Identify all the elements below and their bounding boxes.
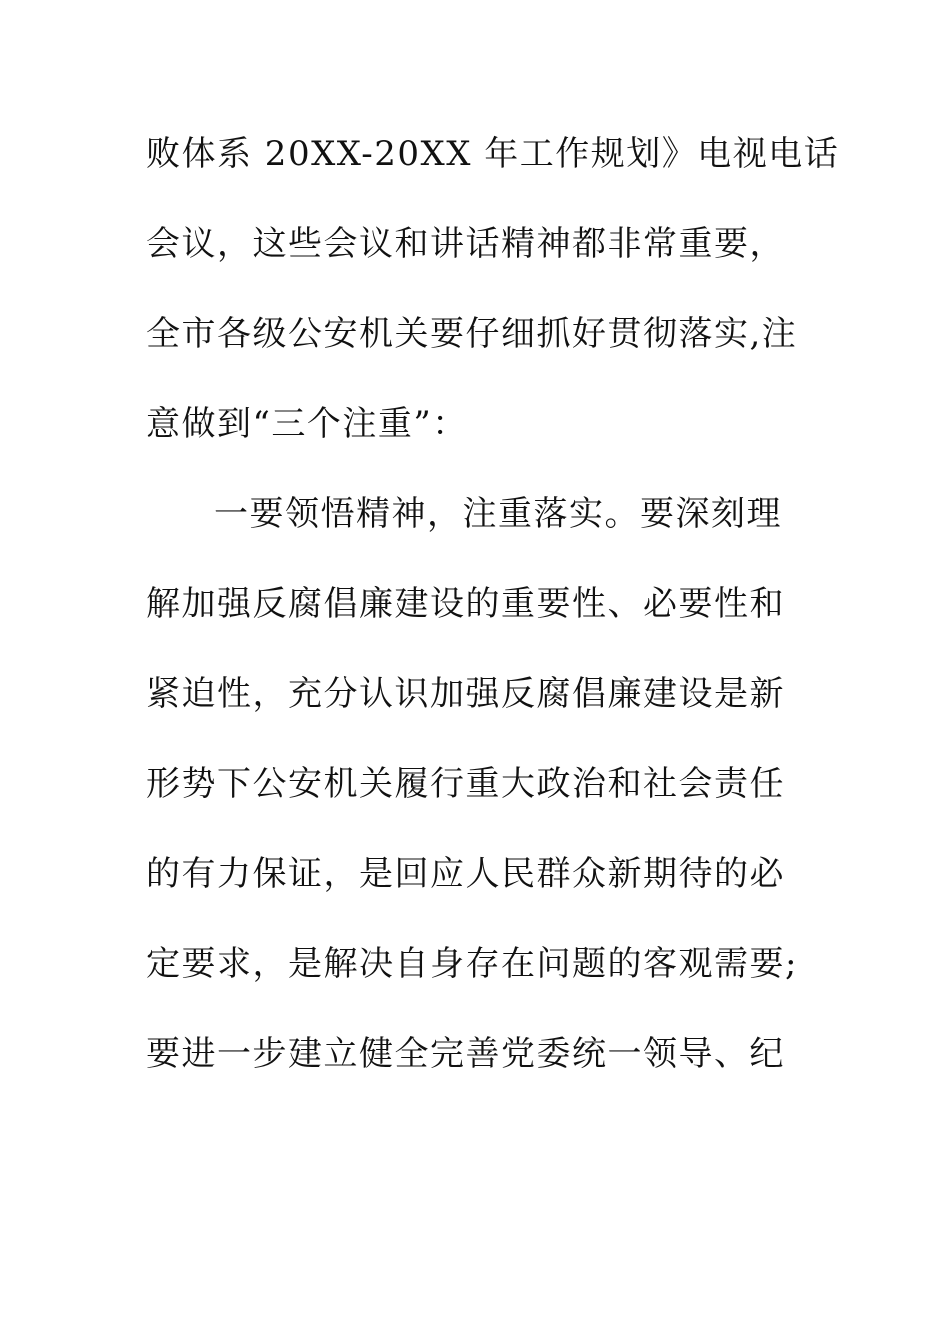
text-line: 定要求，是解决自身存在问题的客观需要;: [146, 944, 798, 984]
body-text: [146, 125, 840, 1115]
text-line: 败体系 20XX-20XX 年工作规划》电视电话: [146, 134, 840, 174]
text-line: 解加强反腐倡廉建设的重要性、必要性和: [146, 584, 785, 624]
text-line: 的有力保证，是回应人民群众新期待的必: [146, 854, 785, 894]
text-line: 会议，这些会议和讲话精神都非常重要，: [146, 224, 785, 264]
text-line: 紧迫性，充分认识加强反腐倡廉建设是新: [146, 674, 785, 714]
text-line: 全市各级公安机关要仔细抓好贯彻落实,注: [146, 314, 798, 354]
text-line: 形势下公安机关履行重大政治和社会责任: [146, 764, 785, 804]
paragraph-first-line: 一要领悟精神，注重落实。要深刻理: [214, 494, 782, 534]
text-line: 意做到“三个注重”：: [146, 404, 468, 444]
text-line: 要进一步建立健全完善党委统一领导、纪: [146, 1034, 785, 1074]
